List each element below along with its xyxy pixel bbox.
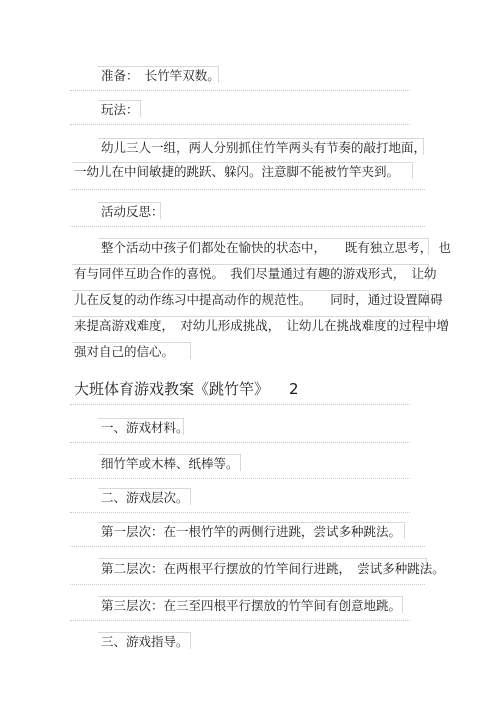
scan-rule	[70, 584, 425, 585]
text-line: 细竹竿或木棒、纸棒等。	[101, 456, 239, 471]
text-line: 三、游戏指导。	[101, 634, 189, 649]
scan-rule	[70, 90, 410, 91]
text-line: 一、游戏材料。	[101, 420, 189, 435]
text-line: 准备： 长竹竿双数。	[101, 68, 220, 83]
text-line: 玩法：	[101, 102, 139, 117]
scan-rule	[70, 512, 410, 513]
scan-rule	[70, 124, 410, 125]
text-line: 强对自己的信心。	[74, 344, 175, 359]
heading-number: 2	[289, 380, 299, 398]
text-line: 第三层次：在三至四根平行摆放的竹竿间有创意地跳。	[101, 598, 402, 613]
text-line: 儿在反复的动作练习中提高动作的规范性。 同时，通过设置障碍	[74, 292, 443, 307]
scan-rule	[70, 620, 410, 621]
scan-rule	[70, 546, 425, 547]
heading-title: 大班体育游戏教案《跳竹竿》	[74, 380, 270, 398]
text-line: 有与同伴互助合作的喜悦。 我们尽量通过有趣的游戏形式， 让幼	[74, 266, 437, 281]
text-line: 活动反思：	[101, 204, 164, 219]
scan-rule	[70, 442, 410, 443]
scan-rule	[70, 189, 425, 190]
text-line: 幼儿三人一组，两人分别抓住竹竿两头有节奏的敲打地面，	[101, 140, 427, 155]
scan-rule	[70, 478, 410, 479]
text-line: 第二层次：在两根平行摆放的竹竿间行进跳， 尝试多种跳法。	[101, 561, 445, 576]
text-line: 第一层次：在一根竹竿的两侧行进跳，尝试多种跳法。	[101, 524, 402, 539]
text-line: 一幼儿在中间敏捷的跳跃、躲闪。注意脚不能被竹竿夹到。	[74, 164, 400, 179]
text-line: 二、游戏层次。	[101, 490, 189, 505]
text-line: 整个活动中孩子们都处在愉快的状态中， 既有独立思考， 也	[101, 240, 452, 255]
section-heading	[74, 380, 494, 398]
text-line: 来提高游戏难度， 对幼儿形成挑战， 让幼儿在挑战难度的过程中增	[74, 318, 450, 333]
scan-rule	[70, 404, 410, 405]
scan-rule	[70, 226, 425, 227]
